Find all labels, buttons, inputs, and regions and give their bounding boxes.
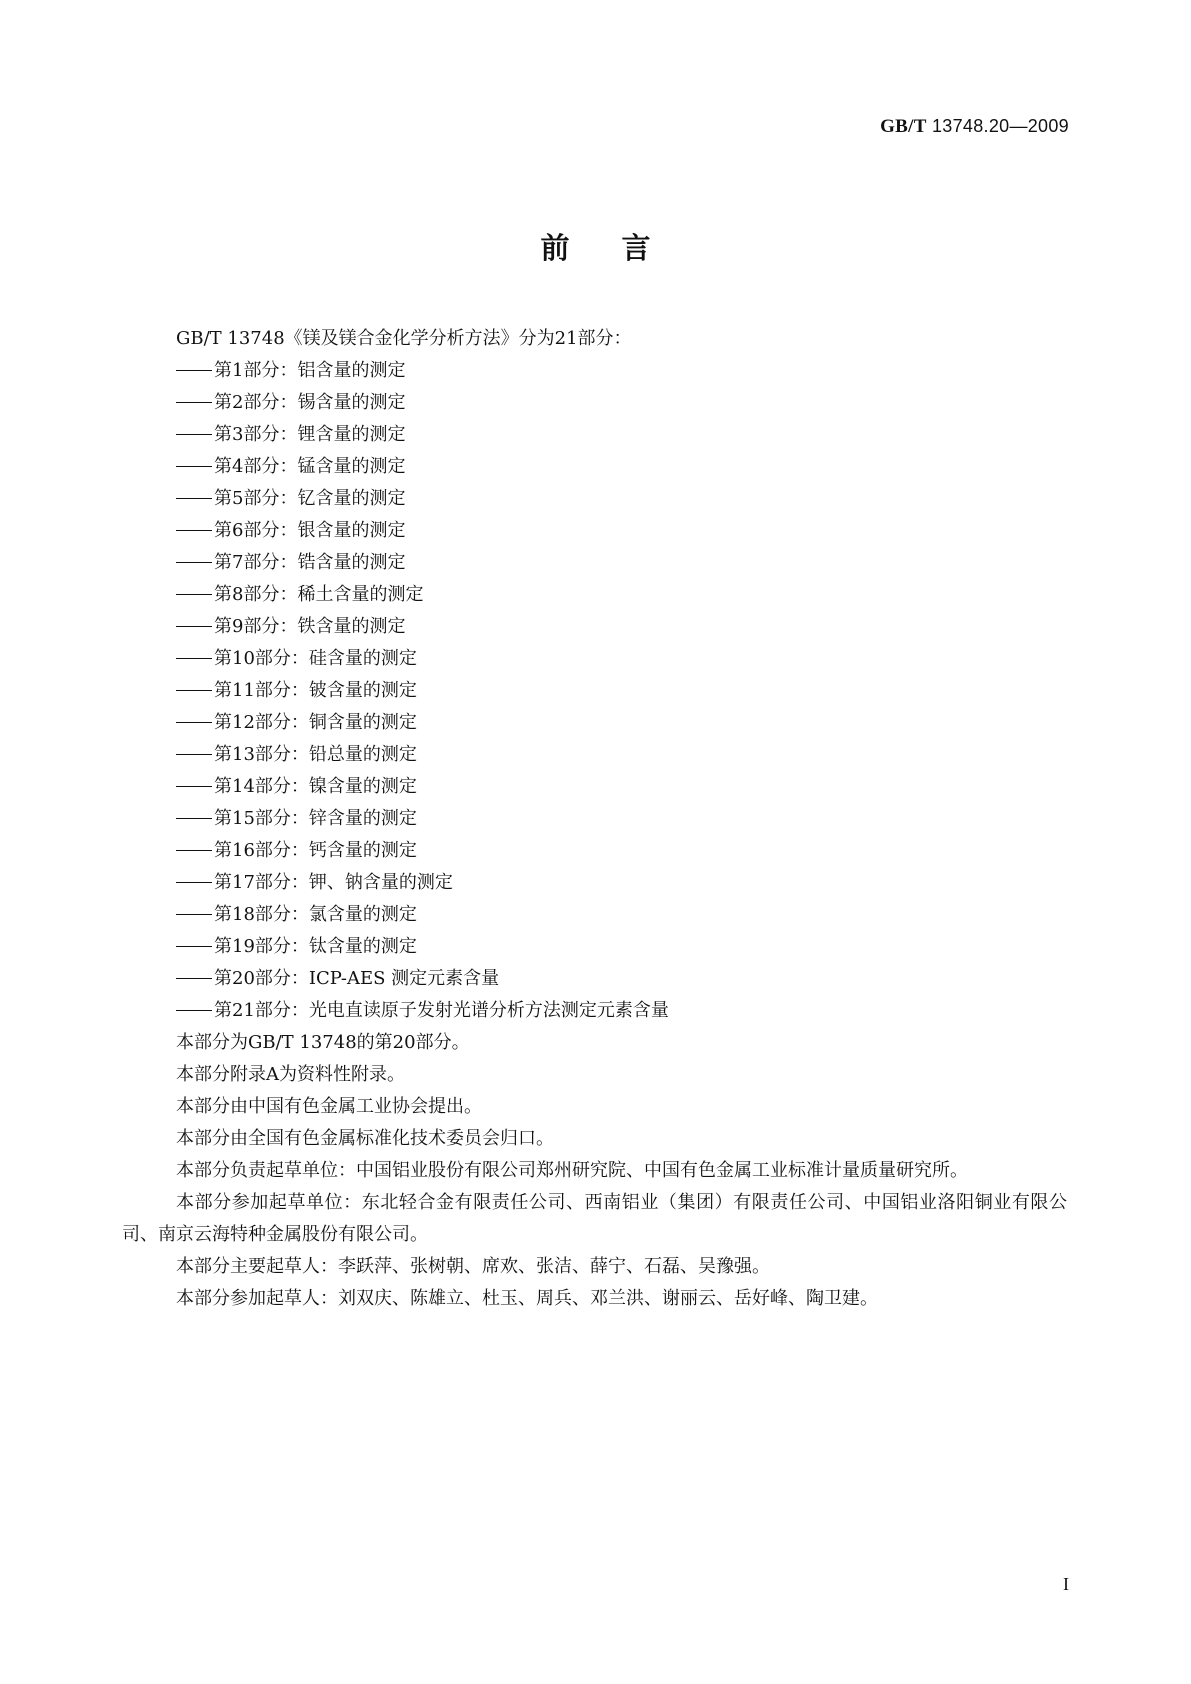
list-item bbox=[122, 771, 1067, 803]
list-item bbox=[122, 611, 1067, 643]
list-item bbox=[122, 387, 1067, 419]
page-title: 前言 bbox=[540, 231, 703, 265]
dash-mark bbox=[176, 626, 212, 627]
intro-line: GB/T 13748《镁及镁合金化学分析方法》分为21部分： bbox=[176, 328, 632, 349]
list-item-text: 第17部分：钾、钠含量的测定 bbox=[214, 872, 453, 893]
paragraph: 本部分由全国有色金属标准化技术委员会归口。 bbox=[176, 1128, 554, 1149]
dash-mark bbox=[176, 946, 212, 947]
dash-mark bbox=[176, 562, 212, 563]
dash-mark bbox=[176, 914, 212, 915]
dash-mark bbox=[176, 530, 212, 531]
page-number: I bbox=[1063, 1574, 1069, 1594]
list-item-text: 第15部分：锌含量的测定 bbox=[214, 808, 417, 829]
list-item bbox=[122, 579, 1067, 611]
standard-number: 13748.20—2009 bbox=[926, 116, 1069, 136]
list-item-text: 第10部分：硅含量的测定 bbox=[214, 648, 417, 669]
dash-mark bbox=[176, 690, 212, 691]
list-item-text: 第4部分：锰含量的测定 bbox=[214, 456, 406, 477]
dash-mark bbox=[176, 466, 212, 467]
list-item-text: 第14部分：镍含量的测定 bbox=[214, 776, 417, 797]
dash-mark bbox=[176, 434, 212, 435]
list-item bbox=[122, 739, 1067, 771]
dash-mark bbox=[176, 1010, 212, 1011]
dash-mark bbox=[176, 370, 212, 371]
dash-mark bbox=[176, 978, 212, 979]
list-item bbox=[122, 995, 1067, 1027]
list-item-text: 第13部分：铅总量的测定 bbox=[214, 744, 417, 765]
list-item bbox=[122, 675, 1067, 707]
dash-mark bbox=[176, 786, 212, 787]
paragraph: 本部分为GB/T 13748的第20部分。 bbox=[176, 1032, 470, 1053]
dash-mark bbox=[176, 850, 212, 851]
standard-prefix: GB/T bbox=[880, 116, 927, 137]
list-item-text: 第1部分：铝含量的测定 bbox=[214, 360, 406, 381]
list-item bbox=[122, 355, 1067, 387]
dash-mark bbox=[176, 498, 212, 499]
list-item-text: 第12部分：铜含量的测定 bbox=[214, 712, 417, 733]
list-item-text: 第3部分：锂含量的测定 bbox=[214, 424, 406, 445]
paragraph: 本部分由中国有色金属工业协会提出。 bbox=[176, 1096, 482, 1117]
dash-mark bbox=[176, 658, 212, 659]
list-item bbox=[122, 803, 1067, 835]
list-item-text: 第2部分：锡含量的测定 bbox=[214, 392, 406, 413]
dash-mark bbox=[176, 754, 212, 755]
list-item-text: 第20部分：ICP-AES 测定元素含量 bbox=[214, 968, 500, 989]
list-item bbox=[122, 483, 1067, 515]
dash-mark bbox=[176, 402, 212, 403]
list-item bbox=[122, 899, 1067, 931]
list-item bbox=[122, 963, 1067, 995]
dash-mark bbox=[176, 882, 212, 883]
list-item bbox=[122, 931, 1067, 963]
dash-mark bbox=[176, 594, 212, 595]
list-item-text: 第6部分：银含量的测定 bbox=[214, 520, 406, 541]
list-item-text: 第5部分：钇含量的测定 bbox=[214, 488, 406, 509]
paragraph: 本部分参加起草人：刘双庆、陈雄立、杜玉、周兵、邓兰洪、谢丽云、岳好峰、陶卫建。 bbox=[176, 1288, 878, 1309]
list-item-text: 第7部分：锆含量的测定 bbox=[214, 552, 406, 573]
list-item-text: 第21部分：光电直读原子发射光谱分析方法测定元素含量 bbox=[214, 1000, 669, 1021]
paragraph: 本部分主要起草人：李跃萍、张树朝、席欢、张洁、薛宁、石磊、吴豫强。 bbox=[176, 1256, 770, 1277]
paragraph: 本部分附录A为资料性附录。 bbox=[176, 1064, 405, 1085]
foreword-body bbox=[122, 323, 1067, 1315]
parts-list bbox=[122, 355, 1067, 1027]
paragraph: 本部分负责起草单位：中国铝业股份有限公司郑州研究院、中国有色金属工业标准计量质量研究所。 bbox=[176, 1160, 968, 1181]
dash-mark bbox=[176, 722, 212, 723]
list-item-text: 第8部分：稀土含量的测定 bbox=[214, 584, 424, 605]
list-item-text: 第11部分：铍含量的测定 bbox=[214, 680, 417, 701]
list-item bbox=[122, 643, 1067, 675]
list-item-text: 第19部分：钛含量的测定 bbox=[214, 936, 417, 957]
list-item bbox=[122, 867, 1067, 899]
list-item bbox=[122, 707, 1067, 739]
list-item-text: 第9部分：铁含量的测定 bbox=[214, 616, 406, 637]
list-item bbox=[122, 451, 1067, 483]
list-item-text: 第18部分：氯含量的测定 bbox=[214, 904, 417, 925]
paragraph: 本部分参加起草单位：东北轻合金有限责任公司、西南铝业（集团）有限责任公司、中国铝业洛阳铜业有限公司、南京云海特种金属股份有限公司。 bbox=[122, 1192, 1067, 1245]
dash-mark bbox=[176, 818, 212, 819]
standard-code bbox=[880, 116, 1069, 138]
list-item-text: 第16部分：钙含量的测定 bbox=[214, 840, 417, 861]
list-item bbox=[122, 419, 1067, 451]
list-item bbox=[122, 835, 1067, 867]
list-item bbox=[122, 547, 1067, 579]
list-item bbox=[122, 515, 1067, 547]
foreword-paragraphs bbox=[122, 1027, 1067, 1315]
